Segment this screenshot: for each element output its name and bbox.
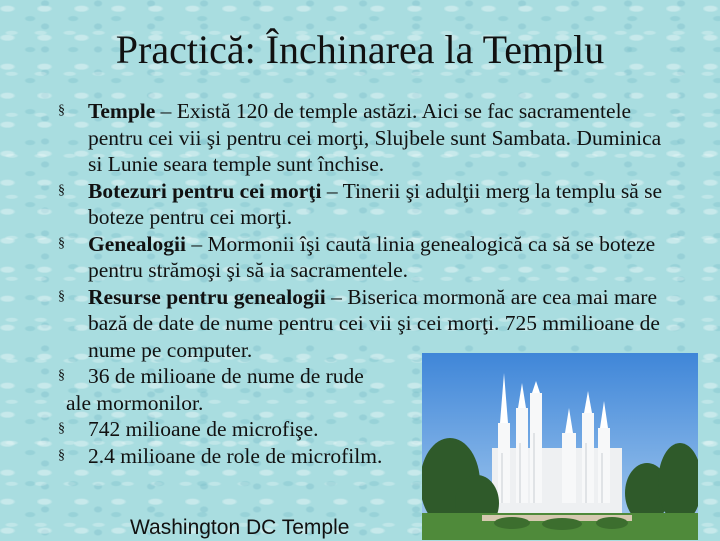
item-text: – Biserica mormonă are cea mai mare bază de date de nume pentru cei vii şi cei morţi. 725 mmilioane de nume pe computer. bbox=[88, 284, 660, 362]
item-text: – Există 120 de temple astăzi. Aici se fac sacramentele pentru cei vii şi pentru cei morţi, Slujbele sunt Sambata. Duminica si Lunie seara temple sunt închise. bbox=[88, 99, 662, 176]
item-term: Resurse pentru genealogii bbox=[88, 284, 326, 309]
item-text: – Mormonii îşi caută linia genealogică ca să se boteze pentru strămoşi şi să ia sacramentele. bbox=[88, 231, 656, 282]
list-item bbox=[58, 178, 678, 231]
item-term: Genealogii bbox=[88, 231, 186, 256]
photo-caption: Washington DC Temple bbox=[130, 516, 350, 539]
item-text: – Tinerii şi adulţii merg la templu să se boteze pentru cei morţi. bbox=[88, 178, 663, 229]
list-item bbox=[58, 98, 678, 178]
item-text: 2.4 milioane de role de microfilm. bbox=[88, 443, 383, 468]
bullet-icon: § bbox=[58, 288, 65, 304]
bullet-icon: § bbox=[58, 421, 65, 436]
bullet-icon: § bbox=[58, 182, 65, 198]
bullet-icon: § bbox=[58, 103, 65, 118]
list-item-continuation: ale mormonilor. bbox=[66, 390, 204, 415]
bullet-icon: § bbox=[58, 368, 65, 383]
slide-title: Practică: Închinarea la Templu bbox=[115, 27, 605, 72]
item-term: Botezuri pentru cei morţi bbox=[88, 178, 322, 203]
item-term: Temple bbox=[88, 99, 156, 123]
item-text: 742 milioane de microfişe. bbox=[88, 417, 319, 441]
bullet-icon: § bbox=[58, 235, 65, 251]
temple-photo bbox=[422, 353, 698, 540]
list-item bbox=[58, 231, 678, 284]
item-text: 36 de milioane de nume de rude bbox=[88, 364, 364, 388]
list-item bbox=[58, 284, 678, 364]
bullet-icon: § bbox=[58, 447, 65, 463]
